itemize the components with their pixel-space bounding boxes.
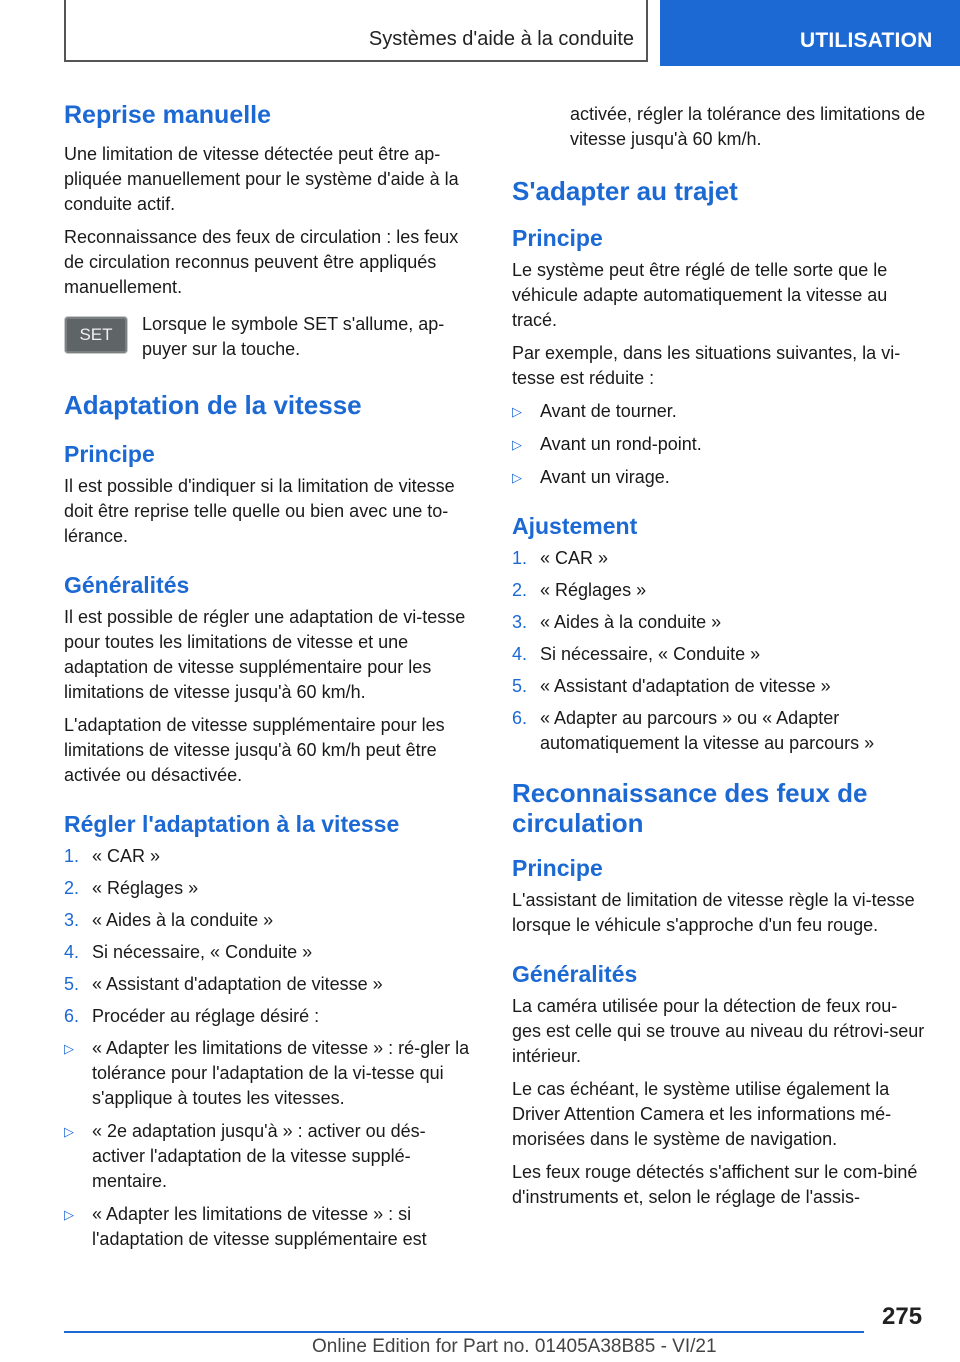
step-number: 1. — [64, 846, 80, 866]
bullet-text: « 2e adaptation jusqu'à » : activer ou dés-activer l'adaptation de la vitesse supplé-mentaire. — [92, 1121, 426, 1191]
step-text: « CAR » — [540, 548, 609, 568]
left-column — [64, 100, 478, 1260]
set-button-icon: SET — [64, 316, 128, 354]
list-item — [512, 546, 926, 571]
heading-regler: Régler l'adaptation à la vitesse — [64, 811, 400, 837]
step-number: 6. — [64, 1006, 80, 1026]
bullet-text: « Adapter les limitations de vitesse » : ré-gler la tolérance pour l'adaptation de la vi-tesse qui s'applique à toutes les vitesses. — [92, 1038, 470, 1108]
bullet-text: Avant un rond-point. — [540, 434, 702, 454]
steps-list — [64, 844, 478, 1029]
paragraph: La caméra utilisée pour la détection de feux rou-ges est celle qui se trouve au niveau du rétrovi-seur intérieur. — [512, 996, 925, 1066]
chapter-tab-label: UTILISATION — [800, 29, 933, 52]
list-item — [64, 1004, 478, 1029]
heading-trajet: S'adapter au trajet — [512, 176, 738, 206]
step-text: Procéder au réglage désiré : — [92, 1006, 320, 1026]
step-number: 3. — [64, 910, 80, 930]
steps-list — [512, 546, 926, 756]
triangle-bullet-icon: ▷ — [64, 1124, 74, 1139]
step-text: « Aides à la conduite » — [540, 612, 722, 632]
edition-label: Online Edition for Part no. 01405A38B85 - VI/21 — [312, 1336, 717, 1357]
right-column — [512, 102, 926, 1218]
bullet-text: Avant de tourner. — [540, 401, 677, 421]
paragraph: Le système peut être réglé de telle sorte que le véhicule adapte automatiquement la vitesse au tracé. — [512, 260, 888, 330]
paragraph: L'assistant de limitation de vitesse règle la vi-tesse lorsque le véhicule s'approche d'un feu rouge. — [512, 890, 915, 935]
step-text: « CAR » — [92, 846, 161, 866]
list-item — [512, 674, 926, 699]
step-text: Si nécessaire, « Conduite » — [540, 644, 761, 664]
step-number: 5. — [64, 974, 80, 994]
step-number: 4. — [64, 942, 80, 962]
step-number: 4. — [512, 644, 528, 664]
header-section-box — [64, 0, 648, 62]
triangle-bullet-icon: ▷ — [64, 1207, 74, 1222]
step-text: « Aides à la conduite » — [92, 910, 274, 930]
heading-principe: Principe — [512, 855, 603, 881]
step-number: 2. — [512, 580, 528, 600]
triangle-bullet-icon: ▷ — [512, 437, 522, 452]
step-number: 2. — [64, 878, 80, 898]
sub-bullet-list — [64, 1036, 478, 1252]
heading-principe: Principe — [512, 225, 603, 251]
step-text: « Assistant d'adaptation de vitesse » — [92, 974, 383, 994]
step-number: 6. — [512, 708, 528, 728]
bullet-text: Avant un virage. — [540, 467, 670, 487]
paragraph: Il est possible d'indiquer si la limitation de vitesse doit être reprise telle quelle ou bien avec une to-lérance. — [64, 476, 455, 546]
list-item — [512, 399, 926, 424]
heading-generalites: Généralités — [64, 572, 190, 598]
step-text: Si nécessaire, « Conduite » — [92, 942, 313, 962]
paragraph: Par exemple, dans les situations suivantes, la vi-tesse est réduite : — [512, 343, 901, 388]
list-item — [64, 908, 478, 933]
list-item — [512, 465, 926, 490]
paragraph-continuation: activée, régler la tolérance des limitations de vitesse jusqu'à 60 km/h. — [570, 104, 926, 149]
step-text: « Assistant d'adaptation de vitesse » — [540, 676, 831, 696]
set-instruction — [64, 312, 478, 362]
bullet-list — [512, 399, 926, 490]
triangle-bullet-icon: ▷ — [512, 470, 522, 485]
list-item — [512, 578, 926, 603]
paragraph: Une limitation de vitesse détectée peut être ap-pliquée manuellement pour le système d'aide à la conduite actif. — [64, 144, 459, 214]
paragraph: Reconnaissance des feux de circulation : les feux de circulation reconnus peuvent être appliqués manuellement. — [64, 227, 459, 297]
paragraph: Le cas échéant, le système utilise également la Driver Attention Camera et les informations mé-morisées dans le système de navigation. — [512, 1079, 892, 1149]
paragraph: L'adaptation de vitesse supplémentaire pour les limitations de vitesse jusqu'à 60 km/h peut être activée ou désactivée. — [64, 715, 445, 785]
list-item — [64, 1119, 478, 1194]
step-number: 3. — [512, 612, 528, 632]
heading-generalites: Généralités — [512, 961, 638, 987]
paragraph: Il est possible de régler une adaptation de vi-tesse pour toutes les limitations de vitesse et une adaptation de vitesse supplémentaire pour les limitations de vitesse jusqu'à 60 km/h. — [64, 607, 466, 702]
step-number: 1. — [512, 548, 528, 568]
step-text: « Réglages » — [540, 580, 647, 600]
list-item — [64, 972, 478, 997]
heading-adaptation: Adaptation de la vitesse — [64, 390, 362, 420]
list-item — [64, 844, 478, 869]
triangle-bullet-icon: ▷ — [64, 1041, 74, 1056]
triangle-bullet-icon: ▷ — [512, 404, 522, 419]
page-header — [0, 0, 960, 66]
step-text: « Réglages » — [92, 878, 199, 898]
paragraph: Les feux rouge détectés s'affichent sur le com-biné d'instruments et, selon le réglage de l'assis- — [512, 1162, 918, 1207]
list-item — [64, 1202, 478, 1252]
page-number: 275 — [882, 1303, 923, 1330]
heading-principe: Principe — [64, 441, 155, 467]
bullet-text: « Adapter les limitations de vitesse » : si l'adaptation de vitesse supplémentaire est — [92, 1204, 427, 1249]
list-item — [512, 706, 926, 756]
heading-ajustement: Ajustement — [512, 513, 638, 539]
heading-reprise: Reprise manuelle — [64, 101, 272, 129]
step-number: 5. — [512, 676, 528, 696]
section-title: Systèmes d'aide à la conduite — [368, 28, 634, 50]
step-text: « Adapter au parcours » ou « Adapter automatiquement la vitesse au parcours » — [540, 708, 875, 753]
list-item — [64, 876, 478, 901]
heading-feux: Reconnaissance des feux de circulation — [512, 778, 868, 838]
list-item — [512, 642, 926, 667]
list-item — [64, 940, 478, 965]
list-item — [512, 432, 926, 457]
chapter-tab — [660, 0, 960, 66]
set-instruction-text: Lorsque le symbole SET s'allume, ap-puyer sur la touche. — [142, 314, 445, 359]
list-item — [512, 610, 926, 635]
footer-divider — [64, 1331, 864, 1333]
list-item — [64, 1036, 478, 1111]
